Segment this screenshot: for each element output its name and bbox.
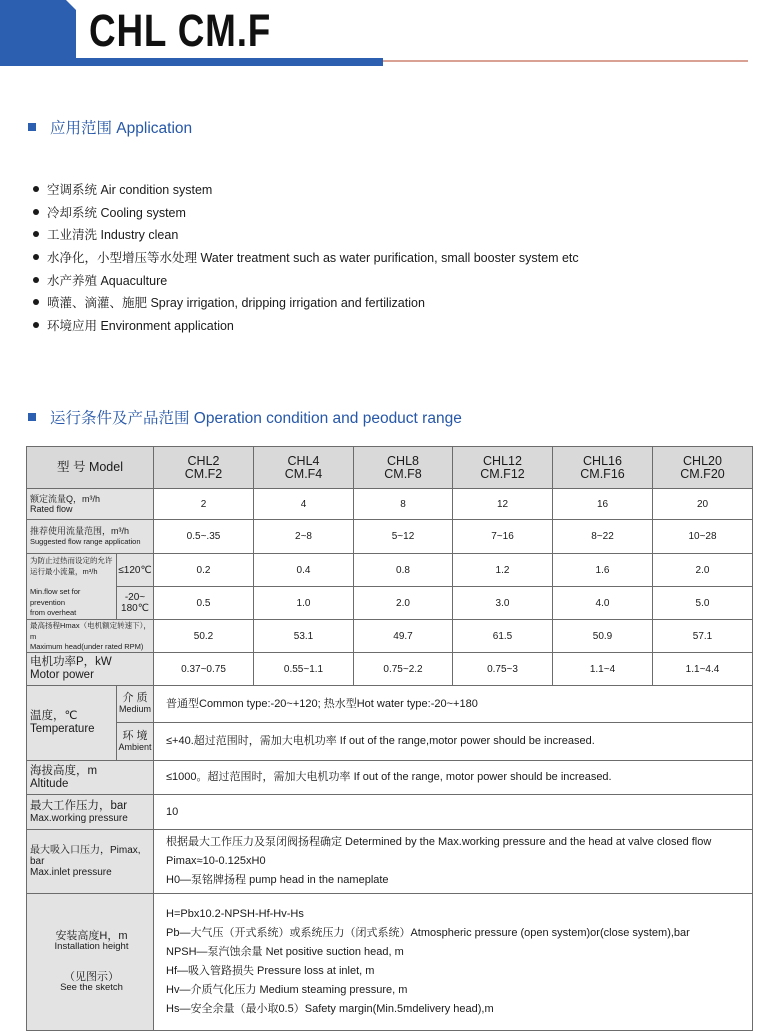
model-header: CHL20 CM.F20 [653,447,753,489]
header-blue-block [0,0,76,58]
table-cell: 3.0 [453,587,553,620]
table-cell: 8~22 [553,520,653,554]
table-row [27,489,753,520]
model-header: CHL12 CM.F12 [453,447,553,489]
table-cell: 5~12 [354,520,453,554]
altitude-label: 海拔高度，m Altitude [27,761,154,795]
max-inlet-label: 最大吸入口压力，Pimax, bar Max.inlet pressure [27,830,154,894]
application-list [33,178,579,336]
table-cell: 0.8 [354,554,453,587]
bullet-icon [33,186,39,192]
table-cell: 16 [553,489,653,520]
bullet-icon [33,299,39,305]
table-cell: 0.75~2.2 [354,653,453,686]
list-item: 空调系统 Air condition system [33,178,579,201]
suggested-flow-label: 推荐使用流量范围，m³/h Suggested flow range application [27,520,154,554]
table-cell: 0.37~0.75 [154,653,254,686]
table-cell: 4 [254,489,354,520]
model-header: CHL8 CM.F8 [354,447,453,489]
table-cell: 0.75~3 [453,653,553,686]
install-height-label: 安装高度H，m Installation height （见图示） See the sketch [27,894,154,1031]
section-square-icon [28,123,36,131]
max-pressure-label: 最大工作压力，bar Max.working pressure [27,795,154,830]
rated-flow-label: 额定流量Q，m³/h Rated flow [27,489,154,520]
bullet-icon [33,254,39,260]
model-header: CHL4 CM.F4 [254,447,354,489]
medium-sublabel: 介 质 Medium [117,686,154,723]
table-row [27,653,753,686]
table-cell: 2.0 [653,554,753,587]
table-cell: 5.0 [653,587,753,620]
min-flow-sub-120: ≤120℃ [117,554,154,587]
max-inlet-text: 根据最大工作压力及泵闭阀扬程确定 Determined by the Max.working pressure and the head at valve closed flow Pimax≈10-0.125xH0 H0—泵铭牌扬程 pump head in the nameplate [154,830,753,894]
spec-table [26,446,753,1031]
table-cell: 7~16 [453,520,553,554]
bullet-icon [33,322,39,328]
operation-heading [28,406,462,428]
table-cell: 12 [453,489,553,520]
ambient-sublabel: 环 境 Ambient [117,723,154,761]
bullet-icon [33,209,39,215]
table-row [27,830,753,894]
max-head-label: 最高扬程Hmax（电机额定转速下），m Maximum head(under rated RPM) [27,620,154,653]
bullet-icon [33,277,39,283]
ambient-text: ≤+40.超过范围时，需加大电机功率 If out of the range,motor power should be increased. [154,723,753,761]
table-cell: 57.1 [653,620,753,653]
table-cell: 1.1~4.4 [653,653,753,686]
table-row [27,447,753,489]
table-cell: 50.9 [553,620,653,653]
table-cell: 1.6 [553,554,653,587]
table-row [27,587,753,620]
list-item: 水产养殖 Aquaculture [33,268,579,291]
table-row [27,686,753,723]
table-cell: 2.0 [354,587,453,620]
bullet-icon [33,231,39,237]
table-cell: 53.1 [254,620,354,653]
table-row [27,520,753,554]
table-row [27,894,753,1031]
medium-text: 普通型Common type:-20~+120; 热水型Hot water type:-20~+180 [154,686,753,723]
table-row [27,620,753,653]
table-cell: 1.2 [453,554,553,587]
list-item: 环境应用 Environment application [33,314,579,337]
operation-heading-text: 运行条件及产品范围 Operation condition and peoduct range [50,410,462,427]
application-heading [28,116,192,138]
table-cell: 1.1~4 [553,653,653,686]
max-pressure-value: 10 [154,795,753,830]
altitude-text: ≤1000。超过范围时，需加大电机功率 If out of the range, motor power should be increased. [154,761,753,795]
application-heading-text: 应用范围 Application [50,120,193,137]
table-cell: 2 [154,489,254,520]
header-rule-line [383,60,748,62]
model-header: CHL16 CM.F16 [553,447,653,489]
table-cell: 49.7 [354,620,453,653]
list-item: 喷灌、滴灌、施肥 Spray irrigation, dripping irrigation and fertilization [33,291,579,314]
table-cell: 8 [354,489,453,520]
table-cell: 0.55~1.1 [254,653,354,686]
table-row [27,554,753,587]
table-cell: 2~8 [254,520,354,554]
table-cell: 0.5~.35 [154,520,254,554]
list-item: 水净化，小型增压等水处理 Water treatment such as water purification, small booster system etc [33,246,579,269]
table-cell: 0.4 [254,554,354,587]
model-label: 型 号 Model [27,447,154,489]
table-row [27,723,753,761]
min-flow-sub-180: -20~ 180℃ [117,587,154,620]
model-header: CHL2 CM.F2 [154,447,254,489]
motor-power-label: 电机功率P，kW Motor power [27,653,154,686]
table-cell: 50.2 [154,620,254,653]
table-cell: 0.2 [154,554,254,587]
table-cell: 1.0 [254,587,354,620]
table-cell: 61.5 [453,620,553,653]
table-row [27,761,753,795]
install-height-text: H=Pbx10.2-NPSH-Hf-Hv-Hs Pb—大气压（开式系统）或系统压力（闭式系统）Atmospheric pressure (open system)or(close system),bar NPSH—泵汽蚀余量 Net positive suction head, m Hf—吸入管路损失 Pressure loss at inlet, m Hv—介质气化压力 Medium steaming pressure, m Hs—安全余量（最小取0.5）Safety margin(Min.5mdelivery head),m [154,894,753,1031]
table-cell: 10~28 [653,520,753,554]
header-blue-bar [0,58,383,66]
table-cell: 4.0 [553,587,653,620]
list-item: 冷却系统 Cooling system [33,201,579,224]
temperature-label: 温度，℃ Temperature [27,686,117,761]
table-row [27,795,753,830]
page-title: CHL CM.F [89,5,272,56]
table-cell: 20 [653,489,753,520]
list-item: 工业清洗 Industry clean [33,223,579,246]
table-cell: 0.5 [154,587,254,620]
min-flow-label: 为防止过热而设定的允许 运行最小流量，m³/h Min.flow set for prevention from overheat [27,554,117,620]
section-square-icon [28,413,36,421]
